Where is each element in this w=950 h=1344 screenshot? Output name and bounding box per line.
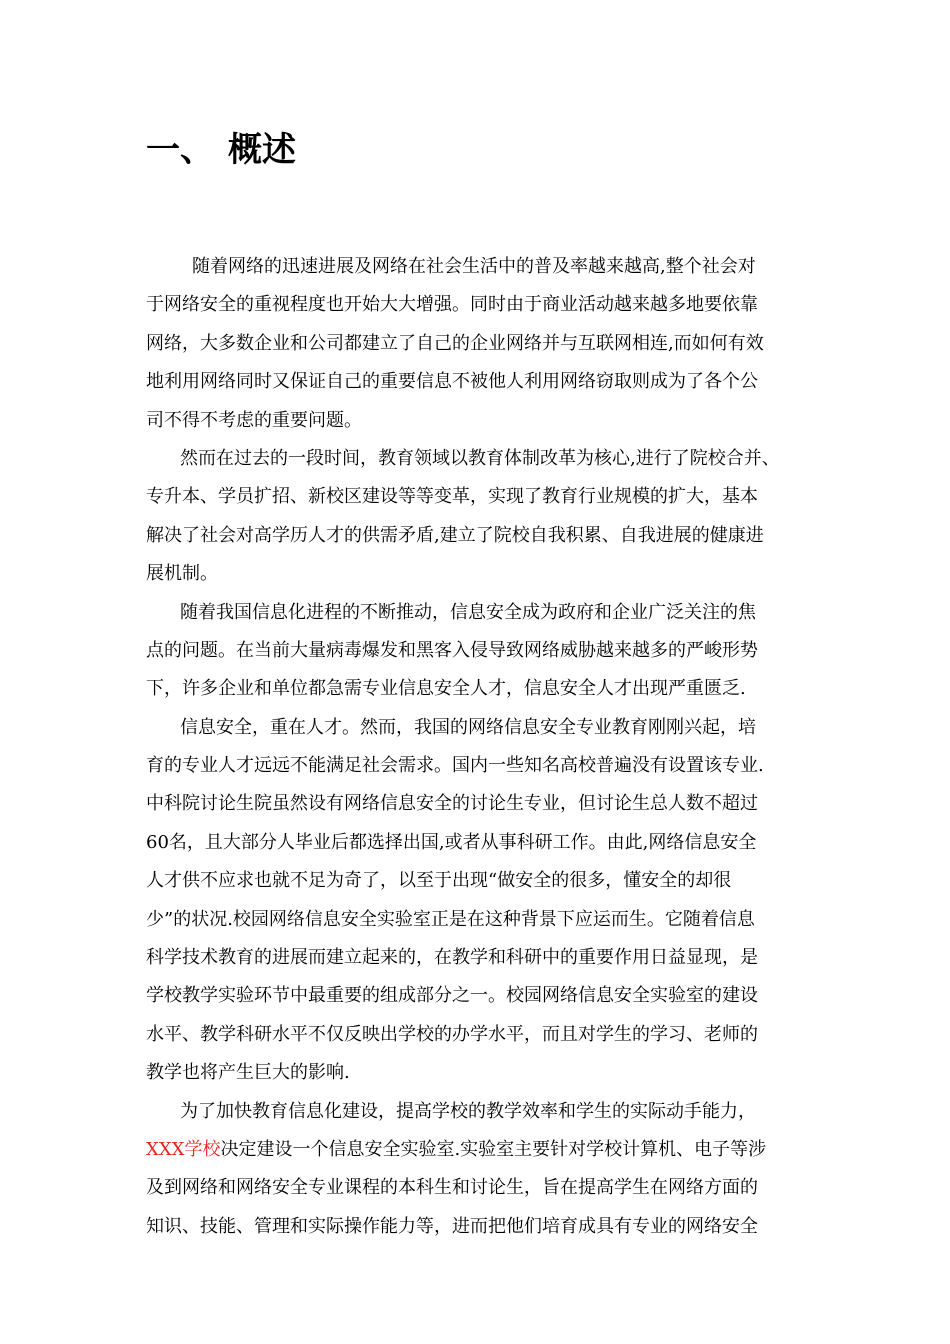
paragraph-line: 展机制。 <box>146 563 218 585</box>
paragraph-line: 信息安全，重在人才。然而，我国的网络信息安全专业教育刚刚兴起，培 <box>180 716 756 738</box>
paragraph-line: 然而在过去的一段时间，教育领域以教育体制改革为核心,进行了院校合并、 <box>180 447 780 469</box>
paragraph-line <box>146 1131 816 1169</box>
paragraph-line: 网络，大多数企业和公司都建立了自己的企业网络并与互联网相连,而如何有效 <box>146 332 764 354</box>
paragraph-line: 中科院讨论生院虽然设有网络信息安全的讨论生专业，但讨论生总人数不超过 <box>146 793 758 815</box>
paragraph-line: 科学技术教育的进展而建立起来的，在教学和科研中的重要作用日益显现，是 <box>146 947 758 969</box>
paragraph-line: 点的问题。在当前大量病毒爆发和黑客入侵导致网络威胁越来越多的严峻形势 <box>146 639 758 661</box>
paragraph-line: 专升本、学员扩招、新校区建设等等变革，实现了教育行业规模的扩大，基本 <box>146 486 758 508</box>
paragraph-line: 育的专业人才远远不能满足社会需求。国内一些知名高校普遍没有设置该专业. <box>146 755 764 777</box>
body-text <box>146 248 816 1246</box>
paragraph-line: 司不得不考虑的重要问题。 <box>146 409 362 431</box>
paragraph-line: 知识、技能、管理和实际操作能力等，进而把他们培育成具有专业的网络安全 <box>146 1215 758 1237</box>
paragraph-line: 于网络安全的重视程度也开始大大增强。同时由于商业活动越来越多地要依靠 <box>146 294 758 316</box>
paragraph-line: 学校教学实验环节中最重要的组成部分之一。校园网络信息安全实验室的建设 <box>146 985 758 1007</box>
paragraph-line: 人才供不应求也就不足为奇了，以至于出现“做安全的很多，懂安全的却很 <box>146 870 732 892</box>
section-heading <box>146 126 296 174</box>
paragraph-line: 解决了社会对高学历人才的供需矛盾,建立了院校自我积累、自我进展的健康进 <box>146 524 764 546</box>
paragraph-line: 下，许多企业和单位都急需专业信息安全人才，信息安全人才出现严重匮乏. <box>146 678 746 700</box>
school-name-highlight: XXX学校 <box>146 1138 221 1160</box>
paragraph-line: 地利用网络同时又保证自己的重要信息不被他人利用网络窃取则成为了各个公 <box>146 371 758 393</box>
section-number: 一、 <box>146 130 214 170</box>
paragraph-line: 随着网络的迅速进展及网络在社会生活中的普及率越来越高,整个社会对 <box>192 256 756 277</box>
paragraph-line-text: 决定建设一个信息安全实验室.实验室主要针对学校计算机、电子等涉 <box>220 1138 767 1160</box>
paragraph-line: 60名，且大部分人毕业后都选择出国,或者从事科研工作。由此,网络信息安全 <box>146 831 757 853</box>
paragraph-line: 及到网络和网络安全专业课程的本科生和讨论生，旨在提高学生在网络方面的 <box>146 1177 758 1199</box>
section-title: 概述 <box>228 130 296 170</box>
paragraph-line: 少”的状况.校园网络信息安全实验室正是在这种背景下应运而生。它随着信息 <box>146 908 755 930</box>
paragraph-line: 随着我国信息化进程的不断推动，信息安全成为政府和企业广泛关注的焦 <box>180 601 756 623</box>
paragraph-line: 为了加快教育信息化建设，提高学校的教学效率和学生的实际动手能力， <box>180 1100 756 1122</box>
paragraph-line: 水平、教学科研水平不仅反映出学校的办学水平，而且对学生的学习、老师的 <box>146 1023 758 1045</box>
paragraph-line: 教学也将产生巨大的影响. <box>146 1062 350 1084</box>
